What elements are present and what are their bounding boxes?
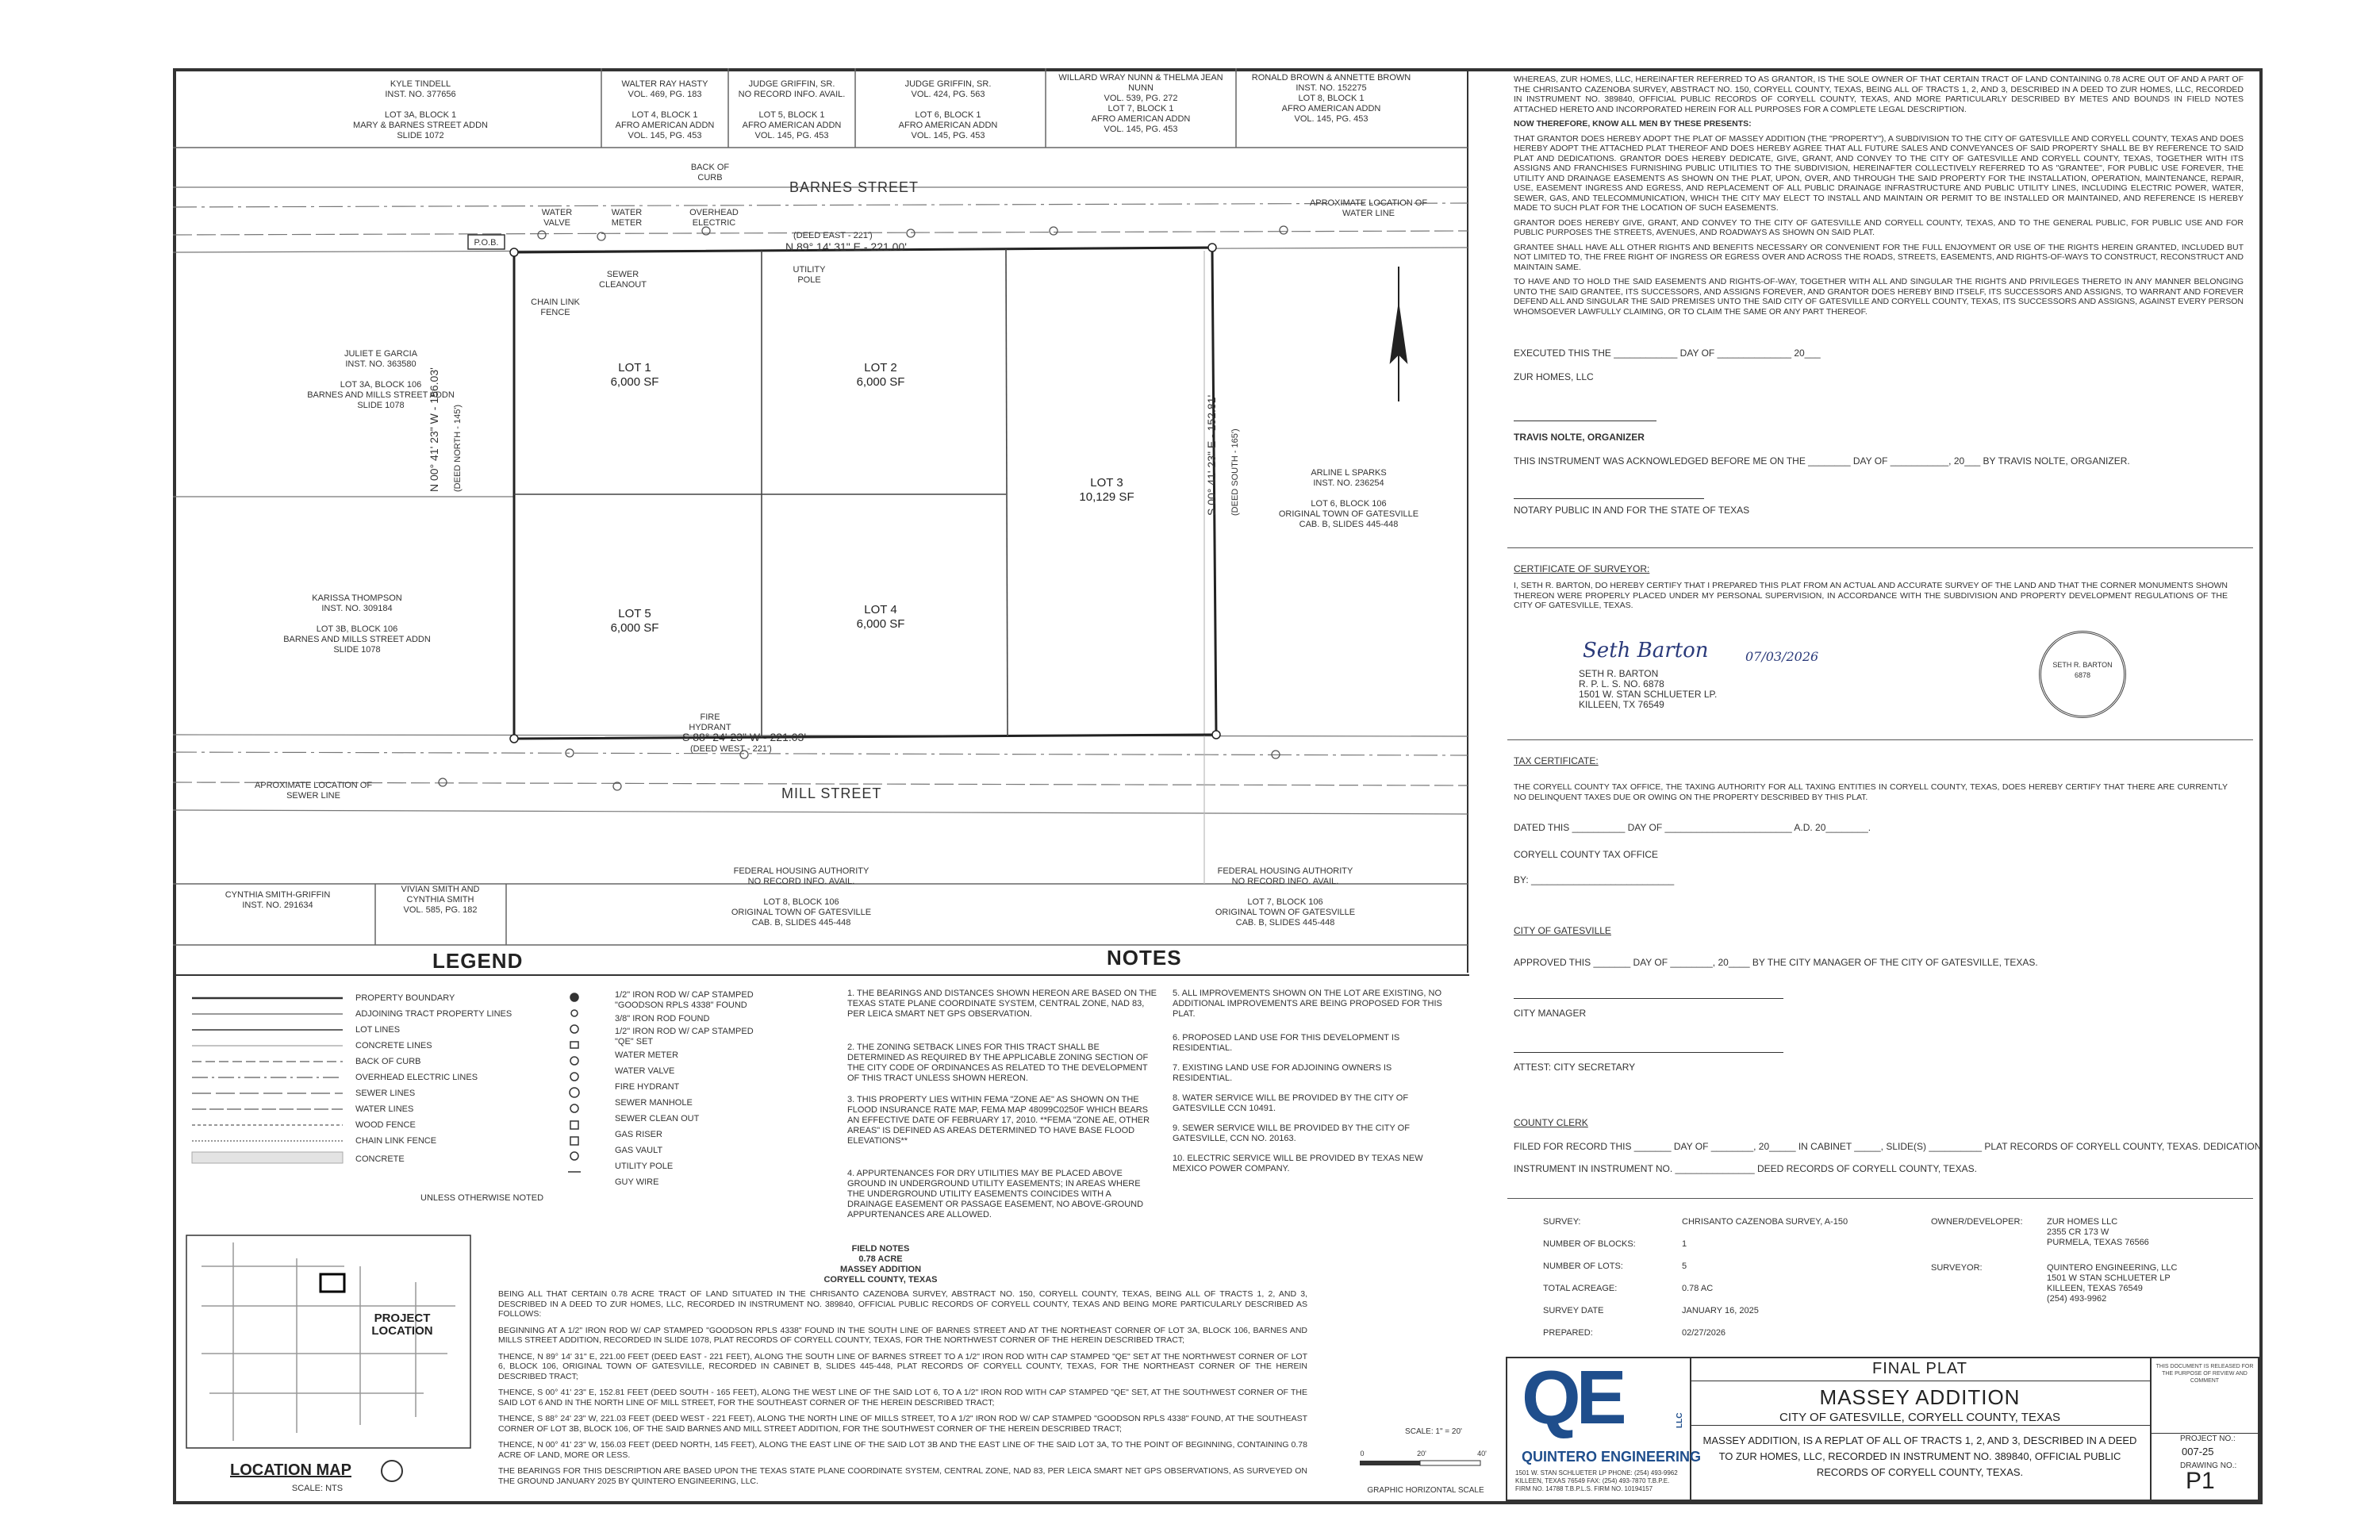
notes-title: NOTES [1107,946,1182,970]
adjoiner-top-3: JUDGE GRIFFIN, SR. NO RECORD INFO. AVAIL. LOT 5, BLOCK 1 AFRO AMERICAN ADDN VOL. 145, PG. 453 [738,79,846,140]
adjoiner-top-6: RONALD BROWN & ANNETTE BROWN INST. NO. 152275 LOT 8, BLOCK 1 AFRO AMERICAN ADDN VOL. 145, PG. 453 [1251,73,1411,124]
tax-title: TAX CERTIFICATE: [1514,755,1599,766]
tax-by: BY: ___________________________ [1514,874,1675,885]
note-8: 8. WATER SERVICE WILL BE PROVIDED BY THE CITY OF GATESVILLE CCN 10491. [1173,1093,1409,1113]
adjoiner-side-3: ARLINE L SPARKS INST. NO. 236254 LOT 6, BLOCK 106 ORIGINAL TOWN OF GATESVILLE CAB. B, SLIDES 445-448 [1278,468,1419,529]
title-row-2 [1690,1425,2150,1426]
adjoiner-top-1: KYLE TINDELL INST. NO. 377656 LOT 3A, BLOCK 1 MARY & BARNES STREET ADDN SLIDE 1072 [353,79,488,140]
title-block-divider-1 [1690,1357,1691,1501]
bearing-north-deed: (DEED EAST - 221') [793,231,873,240]
organizer-name: TRAVIS NOLTE, ORGANIZER [1514,432,1645,443]
adjoiner-bottom-4: FEDERAL HOUSING AUTHORITY NO RECORD INFO. AVAIL. LOT 7, BLOCK 106 ORIGINAL TOWN OF GATESVILLE CAB. B, SLIDES 445-448 [1215,866,1356,927]
surveyor-label: SURVEYOR: [1931,1263,1983,1273]
adjoiner-side-2: KARISSA THOMPSON INST. NO. 309184 LOT 3B, BLOCK 106 BARNES AND MILLS STREET ADDN SLIDE 1078 [283,593,431,655]
scale-text: SCALE: 1" = 20' [1405,1427,1462,1436]
label-back-of-curb: BACK OF CURB [690,163,730,182]
clerk-title: COUNTY CLERK [1514,1117,1588,1128]
label-approx-water: APROXIMATE LOCATION OF WATER LINE [1309,198,1428,218]
lot-3: LOT 3 10,129 SF [1079,476,1134,504]
label-sewer-cleanout: SEWER CLEANOUT [599,270,647,290]
scale-tick-40: 40' [1477,1450,1487,1457]
divider-surveyor [1507,547,2253,548]
drawing-number: P1 [2186,1468,2215,1494]
note-3: 3. THIS PROPERTY LIES WITHIN FEMA "ZONE AE" AS SHOWN ON THE FLOOD INSURANCE RATE MAP, FEMA MAP 48099C0250F WHICH BEARS AN EFFECTIVE DATE OF FEBRUARY 17, 2010. **FEMA "ZONE AE, OTHER AREAS" IS DEFINED AS AREAS DETERMINED TO HAVE BASE FLOOD ELEVATIONS** [847,1095,1150,1146]
adjoiner-side-1: JULIET E GARCIA INST. NO. 363580 LOT 3A, BLOCK 106 BARNES AND MILLS STREET ADDN SLIDE 1078 [307,349,455,410]
dedication-block: WHEREAS, ZUR HOMES, LLC, HEREINAFTER REFERRED TO AS GRANTOR, IS THE SOLE OWNER OF THAT CERTAIN TRACT OF LAND CONTAINING 0.78 ACRE OUT OF AND A PART OF THE CHRISANTO CAZENOBA SURVEY, ABSTRACT NO. 150, CORYELL COUNTY, TEXAS, BEING ALL OF TRACTS 1, 2, AND 3, DESCRIBED IN A DEED TO ZUR HOMES, LLC, RECORDED IN INSTRUMENT NO. 389840, OFFICIAL PUBLIC RECORDS OF CORYELL COUNTY, TEXAS, AND MORE PARTICULARLY DESCRIBED BY METES AND BOUNDS IN FIELD NOTES ATTACHED HERETO AND INCORPORATED HEREIN FOR ALL PURPOSES FOR A COMPLETE LEGAL DESCRIPTION. NOW THEREFORE, KNOW ALL MEN BY THESE PRESENTS: THAT GRANTOR DOES HEREBY ADOPT THE PLAT OF MASSEY ADDITION (THE "PROPERTY"), A SUBDIVISION TO THE CITY OF GATESVILLE AND CORYELL COUNTY, TEXAS AND DOES HEREBY ADOPT THE ATTACHED PLAT THEREOF AND DOES HEREBY AGREE THAT ALL FUTURE SALES AND CONVEYANCES OF SAID PROPERTY SHALL BE BY REFERENCE TO SAID PLAT AND DEDICATIONS. GRANTOR DOES HEREBY DEDICATE, GIVE, GRANT, AND CONVEY TO THE CITY OF GATESVILLE AND CORYELL COUNTY, TEXAS, TOGETHER WITH ITS ASSIGNS AND FRANCHISES FURNISHING PUBLIC UTILITIES TO THE SUBDIVISION, HEREINAFTER COLLECTIVELY REFERRED TO AS "GRANTEE", FOR PUBLIC USE FOREVER, THE UTILITY AND DRAINAGE EASEMENTS AS SHOWN ON THE PLAT, UPON, OVER, AND THROUGH THE SAID PROPERTY FOR THE INSTALLATION, OPERATION, MAINTENANCE, REPAIR, USE, EASEMENT INGRESS AND EGRESS, AND REPLACEMENT OF ALL PUBLIC DRAINAGE INFRASTRUCTURE AND PUBLIC UTILITY LINES, INCLUDING ELECTRIC POWER, WATER, SEWER, GAS, AND TELECOMMUNICATION, WHICH THE CITY MAY ELECT TO INSTALL AND MAINTAIN OR PERMIT TO BE INSTALLED OR MAINTAINED, AND REFERENCE IS HEREBY MADE TO SUCH PLAT FOR THE LOCATION OF SUCH EASEMENTS. GRANTOR DOES HEREBY GIVE, GRANT, AND CONVEY TO THE CITY OF GATESVILLE AND CORYELL COUNTY, TEXAS, AND TO THE GENERAL PUBLIC, FOR PUBLIC USE AND FOR PUBLIC PURPOSES THE STREETS, AVENUES, AND ROADWAYS AS SHOWN ON SAID PLAT. GRANTEE SHALL HAVE ALL OTHER RIGHTS AND BENEFITS NECESSARY OR CONVENIENT FOR THE FULL ENJOYMENT OR USE OF THE RIGHTS HEREIN GRANTED, INCLUDED BUT NOT LIMITED TO, THE FREE RIGHT OF INGRESS OR EGRESS OVER AND ACROSS THE ROADS, STREETS, EASEMENTS, AND RIGHTS-OF-WAYS TO CONSTRUCT, RECONSTRUCT AND MAINTAIN SAME. TO HAVE AND TO HOLD THE SAID EASEMENTS AND RIGHTS-OF-WAY, TOGETHER WITH ALL AND SINGULAR THE RIGHTS AND PRIVILEGES THERETO IN ANY MANNER BELONGING UNTO THE SAID GRANTEE, ITS SUCCESSORS, AND ASSIGNS FOREVER, AND GRANTOR DOES HEREBY BIND ITSELF, ITS SUCCESSORS AND ASSIGNS, TO WARRANT AND FOREVER DEFEND ALL AND SINGULAR THE SAID PREMISES UNTO THE SAID CITY OF GATESVILLE AND CORYELL COUNTY, TEXAS, ITS SUCCESSORS AND ASSIGNS, AGAINST EVERY PERSON WHOMSOEVER LAWFULLY CLAIMING, OR TO CLAIM THE SAME OR ANY PART THEREOF. [1514,75,2244,317]
note-7: 7. EXISTING LAND USE FOR ADJOINING OWNERS IS RESIDENTIAL. [1173,1063,1392,1083]
tax-office: CORYELL COUNTY TAX OFFICE [1514,849,1659,860]
adjoiner-top-4: JUDGE GRIFFIN, SR. VOL. 424, PG. 563 LOT 6, BLOCK 1 AFRO AMERICAN ADDN VOL. 145, PG. 453 [898,79,998,140]
replat-text: MASSEY ADDITION, IS A REPLAT OF ALL OF TRACTS 1, 2, AND 3, DESCRIBED IN A DEED TO ZUR HOMES, LLC, RECORDED IN INSTRUMENT NO. 389840, OFFICIAL PUBLIC RECORDS OF CORYELL COUNTY, TEXAS. [1702,1434,2137,1478]
notary-signature-line [1514,498,1704,499]
bearing-north: N 89° 14' 31" E - 221.00' [785,240,907,253]
surveyor-info: SETH R. BARTON R. P. L. S. NO. 6878 1501 W. STAN SCHLUETER LP. KILLEEN, TX 76549 [1579,668,1718,710]
scale-tick-0: 0 [1360,1450,1365,1457]
surveyor-signature: Seth Barton [1583,639,1709,662]
pob-label: P.O.B. [474,238,499,248]
adjoiner-bottom-3: FEDERAL HOUSING AUTHORITY NO RECORD INFO. AVAIL. LOT 8, BLOCK 106 ORIGINAL TOWN OF GATESVILLE CAB. B, SLIDES 445-448 [731,866,872,927]
note-9: 9. SEWER SERVICE WILL BE PROVIDED BY THE CITY OF GATESVILLE, CCN NO. 20163. [1173,1123,1410,1143]
location-map-scale: SCALE: NTS [291,1484,344,1493]
clerk-instrument: INSTRUMENT IN INSTRUMENT NO. _______________ DEED RECORDS OF CORYELL COUNTY, TEXAS. [1514,1163,1977,1174]
label-approx-sewer: APROXIMATE LOCATION OF SEWER LINE [254,781,373,801]
legend-footer: UNLESS OTHERWISE NOTED [420,1193,544,1203]
title-right-row [2150,1433,2259,1434]
street-mill: MILL STREET [781,785,882,801]
lot-2: LOT 2 6,000 SF [856,361,905,389]
bearing-west: N 00° 41' 23" W - 156.03' [428,367,440,492]
adjoiner-bottom-2: VIVIAN SMITH AND CYNTHIA SMITH VOL. 585, PG. 182 [401,885,480,915]
tax-text: THE CORYELL COUNTY TAX OFFICE, THE TAXING AUTHORITY FOR ALL TAXING ENTITIES IN CORYELL COUNTY, TEXAS, DOES HEREBY CERTIFY THAT THERE ARE CURRENTLY NO DELINQUENT TAXES DUE OR OWING ON THE PROPERTY DESCRIBED BY THIS PLAT. [1514,782,2228,802]
street-barnes: BARNES STREET [789,179,919,195]
bearing-east-deed: (DEED SOUTH - 165') [1230,428,1240,516]
owner-name: ZUR HOMES, LLC [1514,371,1594,382]
divider-summary [1507,1198,2253,1199]
city-approved: APPROVED THIS _______ DAY OF ________, 20____ BY THE CITY MANAGER OF THE CITY OF GATESVILLE, TEXAS. [1514,957,2038,968]
compass-icon [381,1460,403,1482]
drawing-label: DRAWING NO.: [2180,1461,2237,1470]
location-map [186,1235,471,1449]
city-manager: CITY MANAGER [1514,1008,1587,1019]
final-plat: FINAL PLAT [1871,1360,1968,1377]
title-block-divider-2 [2150,1357,2152,1501]
lot-1: LOT 1 6,000 SF [610,361,659,389]
adjoiner-top-2: WALTER RAY HASTY VOL. 469, PG. 183 LOT 4, BLOCK 1 AFRO AMERICAN ADDN VOL. 145, PG. 453 [615,79,715,140]
bearing-south-deed: (DEED WEST - 221') [690,744,772,754]
label-chain-fence: CHAIN LINK FENCE [531,298,580,317]
adjoiner-top-5: WILLARD WRAY NUNN & THELMA JEAN NUNN VOL. 539, PG. 272 LOT 7, BLOCK 1 AFRO AMERICAN ADDN VOL. 145, PG. 453 [1058,73,1223,134]
note-4: 4. APPURTENANCES FOR DRY UTILITIES MAY BE PLACED ABOVE GROUND IN UNDERGROUND UTILITY EASEMENTS; IN AREAS WHERE THE UNDERGROUND UTILITY EASEMENTS COINCIDES WITH A DRAINAGE EASEMENT OR PASSAGE EASEMENT, NO ABOVE-GROUND APPURTENANCES ARE ALLOWED. [847,1169,1144,1219]
location-map-label: PROJECT LOCATION [371,1311,433,1338]
field-notes-body: BEING ALL THAT CERTAIN 0.78 ACRE TRACT OF LAND SITUATED IN THE CHRISANTO CAZENOBA SURVEY, ABSTRACT NO. 150, CORYELL COUNTY, TEXAS, BEING ALL OF TRACTS 1, 2, AND 3, DESCRIBED IN A DEED TO ZUR HOMES, LLC, RECORDED IN INSTRUMENT NO. 389840, OFFICIAL PUBLIC RECORDS OF CORYELL COUNTY, TEXAS AND BEING MORE PARTICULARLY DESCRIBED AS FOLLOWS: BEGINNING AT A 1/2" IRON ROD W/ CAP STAMPED "GOODSON RPLS 4338" FOUND IN THE SOUTH LINE OF BARNES STREET AND AT THE NORTHEAST CORNER OF LOT 3A, BLOCK 106, BARNES AND MILLS STREET ADDITION, RECORDED IN SLIDE 1078, PLAT RECORDS OF CORYELL COUNTY, TEXAS, FOR THE NORTHWEST CORNER OF THE HEREIN DESCRIBED TRACT; THENCE, N 89° 14' 31" E, 221.00 FEET (DEED EAST - 221 FEET), ALONG THE SOUTH LINE OF BARNES STREET TO A 1/2" IRON ROD WITH CAP STAMPED "QE" SET AT THE NORTHWEST CORNER OF LOT 6, BLOCK 106, ORIGINAL TOWN OF GATESVILLE, RECORDED IN CABINET B, SLIDES 445-448, PLAT RECORDS OF CORYELL COUNTY, TEXAS, FOR THE NORTHEAST CORNER OF THE HEREIN DESCRIBED TRACT; THENCE, S 00° 41' 23" E, 152.81 FEET (DEED SOUTH - 165 FEET), ALONG THE WEST LINE OF THE SAID LOT 6, TO A 1/2" IRON ROD WITH CAP STAMPED "QE" SET, AT THE SOUTHWEST CORNER OF THE SAID LOT 6 AND IN THE NORTH LINE OF MILL STREET, FOR THE SOUTHEAST CORNER OF THE HEREIN DESCRIBED TRACT; THENCE, S 88° 24' 23" W, 221.03 FEET (DEED WEST - 221 FEET), ALONG THE NORTH LINE OF MILLS STREET, TO A 1/2" IRON ROD W/ CAP STAMPED "GOODSON RPLS 4338" FOUND, AT THE SOUTHEAST CORNER OF LOT 3B, BLOCK 106, OF THE SAID BARNES AND MILL STREET ADDITION, FOR THE SOUTHWEST CORNER OF THE HEREIN DESCRIBED TRACT; THENCE, N 00° 41' 23" W, 156.03 FEET (DEED NORTH, 145 FEET), ALONG THE EAST LINE OF THE SAID LOT 3B AND THE EAST LINE OF THE SAID LOT 3A, TO THE POINT OF BEGINNING, CONTAINING 0.78 ACRE OF LAND, MORE OR LESS. THE BEARINGS FOR THIS DESCRIPTION ARE BASED UPON THE TEXAS STATE PLANE COORDINATE SYSTEM, CENTRAL ZONE, NAD 83, PER LEICA SMART NET GPS OBSERVATIONS, AS SURVEYED ON THE GROUND JANUARY 2025 BY QUINTERO ENGINEERING, LLC. [498,1289,1307,1486]
city-attest: ATTEST: CITY SECRETARY [1514,1062,1636,1073]
scale-tick-20: 20' [1417,1450,1426,1457]
note-6: 6. PROPOSED LAND USE FOR THIS DEVELOPMENT IS RESIDENTIAL. [1173,1033,1400,1053]
scale-bar [1358,1458,1493,1469]
lot-4: LOT 4 6,000 SF [856,603,905,631]
bearing-east: S 00° 41' 23" E - 152.81' [1205,394,1218,516]
field-notes-header: FIELD NOTES 0.78 ACRE MASSEY ADDITION CORYELL COUNTY, TEXAS [823,1244,938,1285]
note-1: 1. THE BEARINGS AND DISTANCES SHOWN HEREON ARE BASED ON THE TEXAS STATE PLANE COORDINATE SYSTEM, CENTRAL ZONE, NAD 83, PER LEICA SMART NET GPS OBSERVATION. [847,989,1157,1019]
lot-5: LOT 5 6,000 SF [610,607,659,635]
addition-name: MASSEY ADDITION [1819,1385,2021,1409]
location-map-title: LOCATION MAP [230,1461,351,1479]
legend-title: LEGEND [432,949,524,973]
label-water-valve: WATER VALVE [541,208,573,228]
surveyor-title: CERTIFICATE OF SURVEYOR: [1514,563,1650,574]
city-secretary-line [1514,1052,1783,1053]
company-llc: LLC [1676,1412,1684,1428]
owner-developer-info: ZUR HOMES LLC 2355 CR 173 W PURMELA, TEXAS 76566 [2047,1217,2149,1247]
label-overhead-electric: OVERHEAD ELECTRIC [689,208,739,228]
bearing-south: S 88° 24' 23" W - 221.03' [682,731,807,743]
label-fire-hydrant: FIRE HYDRANT [689,712,731,732]
addition-city: CITY OF GATESVILLE, CORYELL COUNTY, TEXAS [1779,1411,2060,1424]
label-utility-pole: UTILITY POLE [793,265,826,285]
scale-caption: GRAPHIC HORIZONTAL SCALE [1367,1486,1484,1495]
company-address: 1501 W. STAN SCHLUETER LP PHONE: (254) 493-9962 KILLEEN, TEXAS 76549 FAX: (254) 493-7870 T.B.P.E. FIRM NO. 14788 T.B.P.L.S. FIRM NO. 10194157 [1515,1469,1678,1492]
acknowledgement-line: THIS INSTRUMENT WAS ACKNOWLEDGED BEFORE ME ON THE ________ DAY OF ___________, 20___ BY TRAVIS NOLTE, ORGANIZER. [1514,455,2130,467]
prelim-stamp: THIS DOCUMENT IS RELEASED FOR THE PURPOSE OF REVIEW AND COMMENT [2155,1364,2254,1384]
surveyor-text: I, SETH R. BARTON, DO HEREBY CERTIFY THAT I PREPARED THIS PLAT FROM AN ACTUAL AND ACCURATE SURVEY OF THE LAND AND THAT THE CORNER MONUMENTS SHOWN THEREON WERE PROPERLY PLACED UNDER MY PERSONAL SUPERVISION, IN ACCORDANCE WITH THE SUBDIVISION AND PROPERTY DEVELOPMENT REGULATIONS OF THE CITY OF GATESVILLE, TEXAS. [1514,581,2228,610]
divider-tax [1507,739,2253,740]
project-number: 007-25 [2182,1446,2214,1457]
legend-symbols [563,988,587,1186]
surveyor-block-info: QUINTERO ENGINEERING, LLC 1501 W STAN SCHLUETER LP KILLEEN, TEXAS 76549 (254) 493-9962 [2047,1263,2178,1304]
company-name: QUINTERO ENGINEERING [1522,1449,1702,1465]
notary-label: NOTARY PUBLIC IN AND FOR THE STATE OF TEXAS [1514,505,1750,516]
city-manager-line [1514,998,1783,999]
note-5: 5. ALL IMPROVEMENTS SHOWN ON THE LOT ARE EXISTING, NO ADDITIONAL IMPROVEMENTS ARE BEING PROPOSED FOR THIS PLAT. [1173,989,1442,1019]
divider-legend [173,974,1469,976]
adjoiner-bottom-1: CYNTHIA SMITH-GRIFFIN INST. NO. 291634 [225,890,331,910]
qe-logo: QE [1522,1355,1622,1440]
note-2: 2. THE ZONING SETBACK LINES FOR THIS TRACT SHALL BE DETERMINED AS REQUIRED BY THE APPLICABLE ZONING SECTION OF THE CITY CODE OF ORDINANCES AS RELATED TO THE DEVELOPMENT OF THIS TRACT UNLESS SHOWN HEREON. [847,1043,1149,1083]
note-10: 10. ELECTRIC SERVICE WILL BE PROVIDED BY TEXAS NEW MEXICO POWER COMPANY. [1173,1154,1423,1173]
label-water-meter: WATER METER [611,208,643,228]
surveyor-sign-date: 07/03/2026 [1745,649,1819,664]
clerk-filed: FILED FOR RECORD THIS _______ DAY OF ________, 20_____ IN CABINET _____, SLIDE(S) __________ PLAT RECORDS OF CORYELL COUNTY, TEXAS. DEDICATION [1514,1141,2262,1152]
tax-dated: DATED THIS __________ DAY OF ________________________ A.D. 20________. [1514,822,1871,833]
city-title: CITY OF GATESVILLE [1514,925,1611,936]
legend-line-samples [184,990,359,1173]
project-label: PROJECT NO.: [2180,1434,2236,1443]
surveyor-seal: SETH R. BARTON 6878 [2039,631,2126,718]
executed-line: EXECUTED THIS THE ____________ DAY OF ______________ 20___ [1514,348,1821,359]
bearing-west-deed: (DEED NORTH - 145') [453,404,463,492]
owner-developer-label: OWNER/DEVELOPER: [1931,1217,2023,1227]
